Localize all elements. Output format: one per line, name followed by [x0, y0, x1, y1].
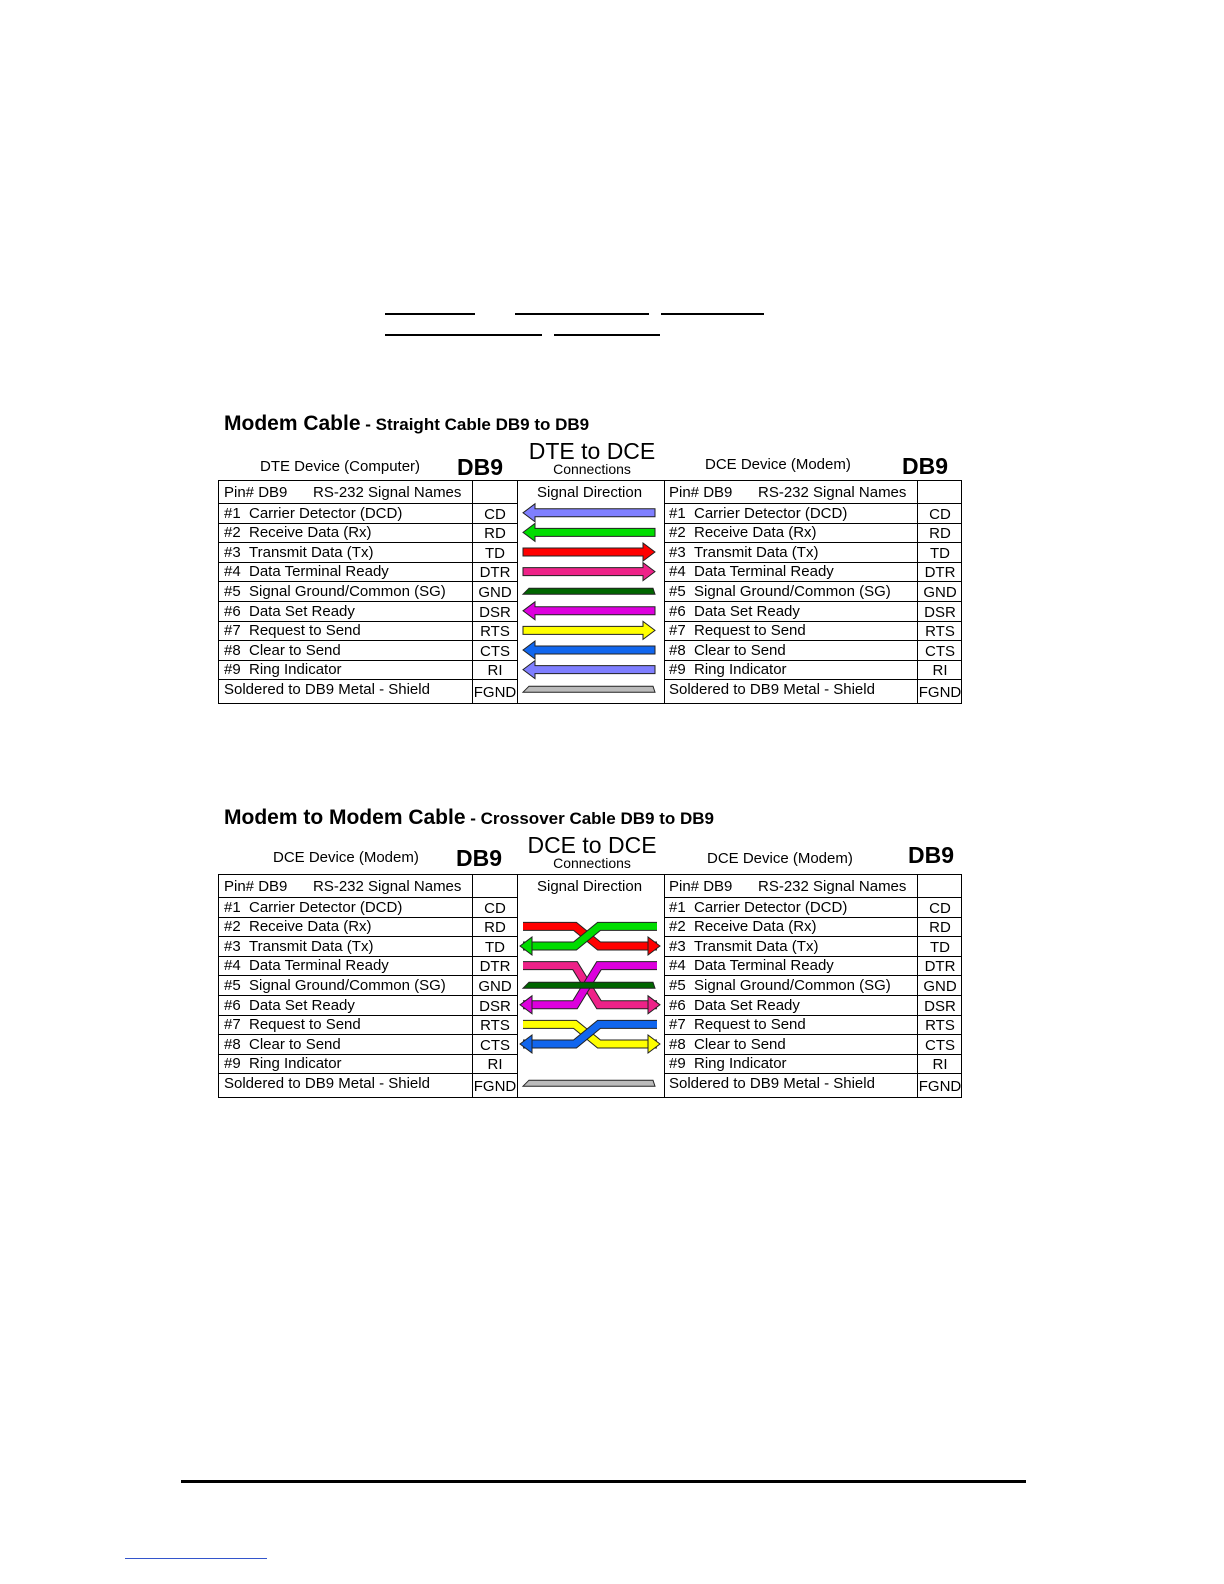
- signal-name: Clear to Send: [694, 641, 786, 659]
- signal-name: Carrier Detector (DCD): [249, 898, 403, 916]
- signal-name: Carrier Detector (DCD): [694, 898, 848, 916]
- signal-name: Transmit Data (Tx): [249, 543, 374, 561]
- pin-number: #4: [224, 563, 241, 581]
- pin-number: #6: [224, 996, 241, 1014]
- wire-shield: [523, 686, 655, 692]
- signal-name: Signal Ground/Common (SG): [249, 976, 446, 994]
- shield-label: Soldered to DB9 Metal - Shield: [669, 681, 875, 699]
- pin-number: #2: [224, 918, 241, 936]
- right-connector-label: DB9: [908, 842, 955, 868]
- signal-abbreviation: CTS: [480, 642, 510, 660]
- pin-number: #7: [669, 622, 686, 640]
- signal-abbreviation: DTR: [924, 564, 956, 582]
- cable-title-main: Modem to Modem Cable: [224, 806, 466, 829]
- wire-pin-9: [523, 661, 655, 679]
- signal-name: Carrier Detector (DCD): [249, 504, 403, 522]
- straight-cable-diagram: [218, 412, 964, 712]
- wire-pin-1: [523, 504, 655, 522]
- signal-abbreviation: RD: [929, 919, 951, 937]
- redacted-line: [385, 313, 475, 315]
- redacted-line: [554, 334, 660, 336]
- signal-abbreviation: TD: [930, 938, 950, 956]
- pin-number: #8: [224, 1035, 241, 1053]
- signal-abbreviation: CD: [484, 505, 506, 523]
- pin-number: #1: [224, 504, 241, 522]
- connection-subtitle: Connections: [553, 461, 631, 477]
- shield-abbreviation: FGND: [918, 684, 962, 702]
- signal-name: Transmit Data (Tx): [694, 543, 819, 561]
- pin-number: #9: [669, 1055, 686, 1073]
- signal-name: Transmit Data (Tx): [694, 937, 819, 955]
- signal-abbreviation: RD: [484, 919, 506, 937]
- connection-title: DCE to DCE: [527, 832, 657, 858]
- redacted-line: [385, 334, 542, 336]
- pin-number: #8: [669, 1035, 686, 1053]
- signal-name: Data Set Ready: [694, 996, 800, 1014]
- left-device-label: DTE Device (Computer): [260, 458, 421, 475]
- cable-title: [224, 412, 589, 436]
- pin-number: #7: [224, 1016, 241, 1034]
- header-signal-names: RS-232 Signal Names: [758, 484, 907, 501]
- shield-label: Soldered to DB9 Metal - Shield: [669, 1075, 875, 1093]
- pin-number: #6: [669, 996, 686, 1014]
- pin-number: #1: [669, 504, 686, 522]
- shield-abbreviation: FGND: [473, 1078, 517, 1096]
- pin-number: #3: [224, 543, 241, 561]
- pin-number: #4: [669, 563, 686, 581]
- wire-pin-6: [523, 602, 655, 620]
- pin-number: #5: [224, 976, 241, 994]
- header-pin: Pin# DB9: [224, 878, 288, 895]
- shield-label: Soldered to DB9 Metal - Shield: [224, 681, 430, 699]
- cable-title-sub: - Straight Cable DB9 to DB9: [360, 415, 590, 434]
- signal-direction-wires: [517, 481, 665, 703]
- pin-number: #8: [669, 641, 686, 659]
- signal-name: Ring Indicator: [249, 661, 342, 679]
- left-connector-label: DB9: [456, 845, 503, 871]
- pinout-table: [218, 874, 962, 1098]
- pin-number: #9: [224, 661, 241, 679]
- signal-name: Ring Indicator: [249, 1055, 342, 1073]
- header-signal-names: RS-232 Signal Names: [758, 878, 907, 895]
- signal-abbreviation: CD: [929, 899, 951, 917]
- signal-abbreviation: RI: [487, 662, 503, 680]
- shield-label: Soldered to DB9 Metal - Shield: [224, 1075, 430, 1093]
- signal-abbreviation: DSR: [479, 603, 511, 621]
- crossover-cable-diagram: [218, 806, 964, 1106]
- footer-rule: [181, 1480, 1026, 1483]
- signal-abbreviation: TD: [930, 544, 950, 562]
- signal-abbreviation: RI: [487, 1056, 503, 1074]
- signal-abbreviation: DTR: [479, 958, 511, 976]
- header-signal-names: RS-232 Signal Names: [313, 878, 462, 895]
- header-signal-direction: Signal Direction: [537, 878, 643, 895]
- pin-number: #2: [224, 524, 241, 542]
- pin-number: #2: [669, 524, 686, 542]
- signal-abbreviation: TD: [485, 938, 505, 956]
- signal-abbreviation: RD: [484, 525, 506, 543]
- pin-number: #5: [669, 582, 686, 600]
- signal-name: Clear to Send: [249, 1035, 341, 1053]
- signal-abbreviation: CTS: [480, 1036, 510, 1054]
- signal-abbreviation: RD: [929, 525, 951, 543]
- header-signal-names: RS-232 Signal Names: [313, 484, 462, 501]
- wire-pin-4: [523, 563, 655, 581]
- signal-name: Data Set Ready: [249, 996, 355, 1014]
- signal-abbreviation: GND: [923, 977, 957, 995]
- wire-pin-8: [523, 641, 655, 659]
- signal-abbreviation: RTS: [925, 623, 955, 641]
- pin-number: #3: [224, 937, 241, 955]
- signal-name: Receive Data (Rx): [694, 918, 817, 936]
- header-pin: Pin# DB9: [224, 484, 288, 501]
- signal-name: Data Terminal Ready: [249, 957, 389, 975]
- signal-direction-wires: [517, 875, 665, 1097]
- header-pin: Pin# DB9: [669, 878, 733, 895]
- signal-abbreviation: GND: [478, 583, 512, 601]
- right-device-label: DCE Device (Modem): [707, 850, 853, 867]
- signal-name: Signal Ground/Common (SG): [694, 976, 891, 994]
- signal-name: Request to Send: [249, 1016, 361, 1034]
- signal-name: Data Terminal Ready: [249, 563, 389, 581]
- signal-name: Transmit Data (Tx): [249, 937, 374, 955]
- signal-name: Data Set Ready: [249, 602, 355, 620]
- pin-number: #6: [669, 602, 686, 620]
- pin-number: #7: [224, 622, 241, 640]
- signal-abbreviation: GND: [478, 977, 512, 995]
- pin-number: #2: [669, 918, 686, 936]
- shield-abbreviation: FGND: [918, 1078, 962, 1096]
- signal-abbreviation: RTS: [925, 1017, 955, 1035]
- signal-name: Data Terminal Ready: [694, 563, 834, 581]
- signal-abbreviation: TD: [485, 544, 505, 562]
- signal-name: Clear to Send: [694, 1035, 786, 1053]
- pin-number: #4: [669, 957, 686, 975]
- wire-pin-7: [523, 621, 655, 639]
- wire-pin-5: [523, 588, 655, 594]
- wire-shield: [523, 1080, 655, 1086]
- cable-title: [224, 806, 714, 830]
- signal-abbreviation: DTR: [924, 958, 956, 976]
- signal-abbreviation: DTR: [479, 564, 511, 582]
- signal-abbreviation: RI: [932, 662, 948, 680]
- signal-name: Clear to Send: [249, 641, 341, 659]
- signal-name: Carrier Detector (DCD): [694, 504, 848, 522]
- signal-name: Signal Ground/Common (SG): [694, 582, 891, 600]
- right-connector-label: DB9: [902, 453, 949, 479]
- signal-abbreviation: RI: [932, 1056, 948, 1074]
- wire-pin-3: [523, 543, 655, 561]
- pin-number: #9: [669, 661, 686, 679]
- signal-abbreviation: DSR: [924, 997, 956, 1015]
- left-connector-label: DB9: [457, 454, 504, 480]
- right-device-label: DCE Device (Modem): [705, 456, 851, 473]
- signal-abbreviation: DSR: [924, 603, 956, 621]
- signal-name: Request to Send: [694, 1016, 806, 1034]
- signal-abbreviation: CD: [484, 899, 506, 917]
- footer-link-underline: [125, 1558, 267, 1559]
- signal-abbreviation: GND: [923, 583, 957, 601]
- signal-name: Ring Indicator: [694, 661, 787, 679]
- signal-abbreviation: RTS: [480, 1017, 510, 1035]
- pin-number: #6: [224, 602, 241, 620]
- signal-abbreviation: DSR: [479, 997, 511, 1015]
- signal-name: Ring Indicator: [694, 1055, 787, 1073]
- pin-number: #1: [669, 898, 686, 916]
- cable-title-main: Modem Cable: [224, 412, 361, 435]
- connection-title: DTE to DCE: [528, 438, 656, 464]
- header-signal-direction: Signal Direction: [537, 484, 643, 501]
- signal-name: Data Terminal Ready: [694, 957, 834, 975]
- pin-number: #3: [669, 937, 686, 955]
- signal-abbreviation: CTS: [925, 642, 955, 660]
- signal-abbreviation: CTS: [925, 1036, 955, 1054]
- pin-number: #3: [669, 543, 686, 561]
- shield-abbreviation: FGND: [473, 684, 517, 702]
- signal-abbreviation: RTS: [480, 623, 510, 641]
- signal-name: Receive Data (Rx): [694, 524, 817, 542]
- wire-pin-2: [523, 523, 655, 541]
- pin-number: #5: [224, 582, 241, 600]
- redacted-line: [515, 313, 649, 315]
- cable-title-sub: - Crossover Cable DB9 to DB9: [465, 809, 714, 828]
- wire-ground: [523, 982, 655, 988]
- pin-number: #9: [224, 1055, 241, 1073]
- left-device-label: DCE Device (Modem): [273, 849, 419, 866]
- signal-name: Signal Ground/Common (SG): [249, 582, 446, 600]
- header-pin: Pin# DB9: [669, 484, 733, 501]
- pinout-table: [218, 480, 962, 704]
- redacted-line: [661, 313, 764, 315]
- signal-name: Data Set Ready: [694, 602, 800, 620]
- signal-name: Receive Data (Rx): [249, 524, 372, 542]
- pin-number: #7: [669, 1016, 686, 1034]
- pin-number: #8: [224, 641, 241, 659]
- pin-number: #4: [224, 957, 241, 975]
- pin-number: #1: [224, 898, 241, 916]
- pin-number: #5: [669, 976, 686, 994]
- signal-name: Receive Data (Rx): [249, 918, 372, 936]
- signal-abbreviation: CD: [929, 505, 951, 523]
- signal-name: Request to Send: [249, 622, 361, 640]
- signal-name: Request to Send: [694, 622, 806, 640]
- connection-subtitle: Connections: [553, 855, 631, 871]
